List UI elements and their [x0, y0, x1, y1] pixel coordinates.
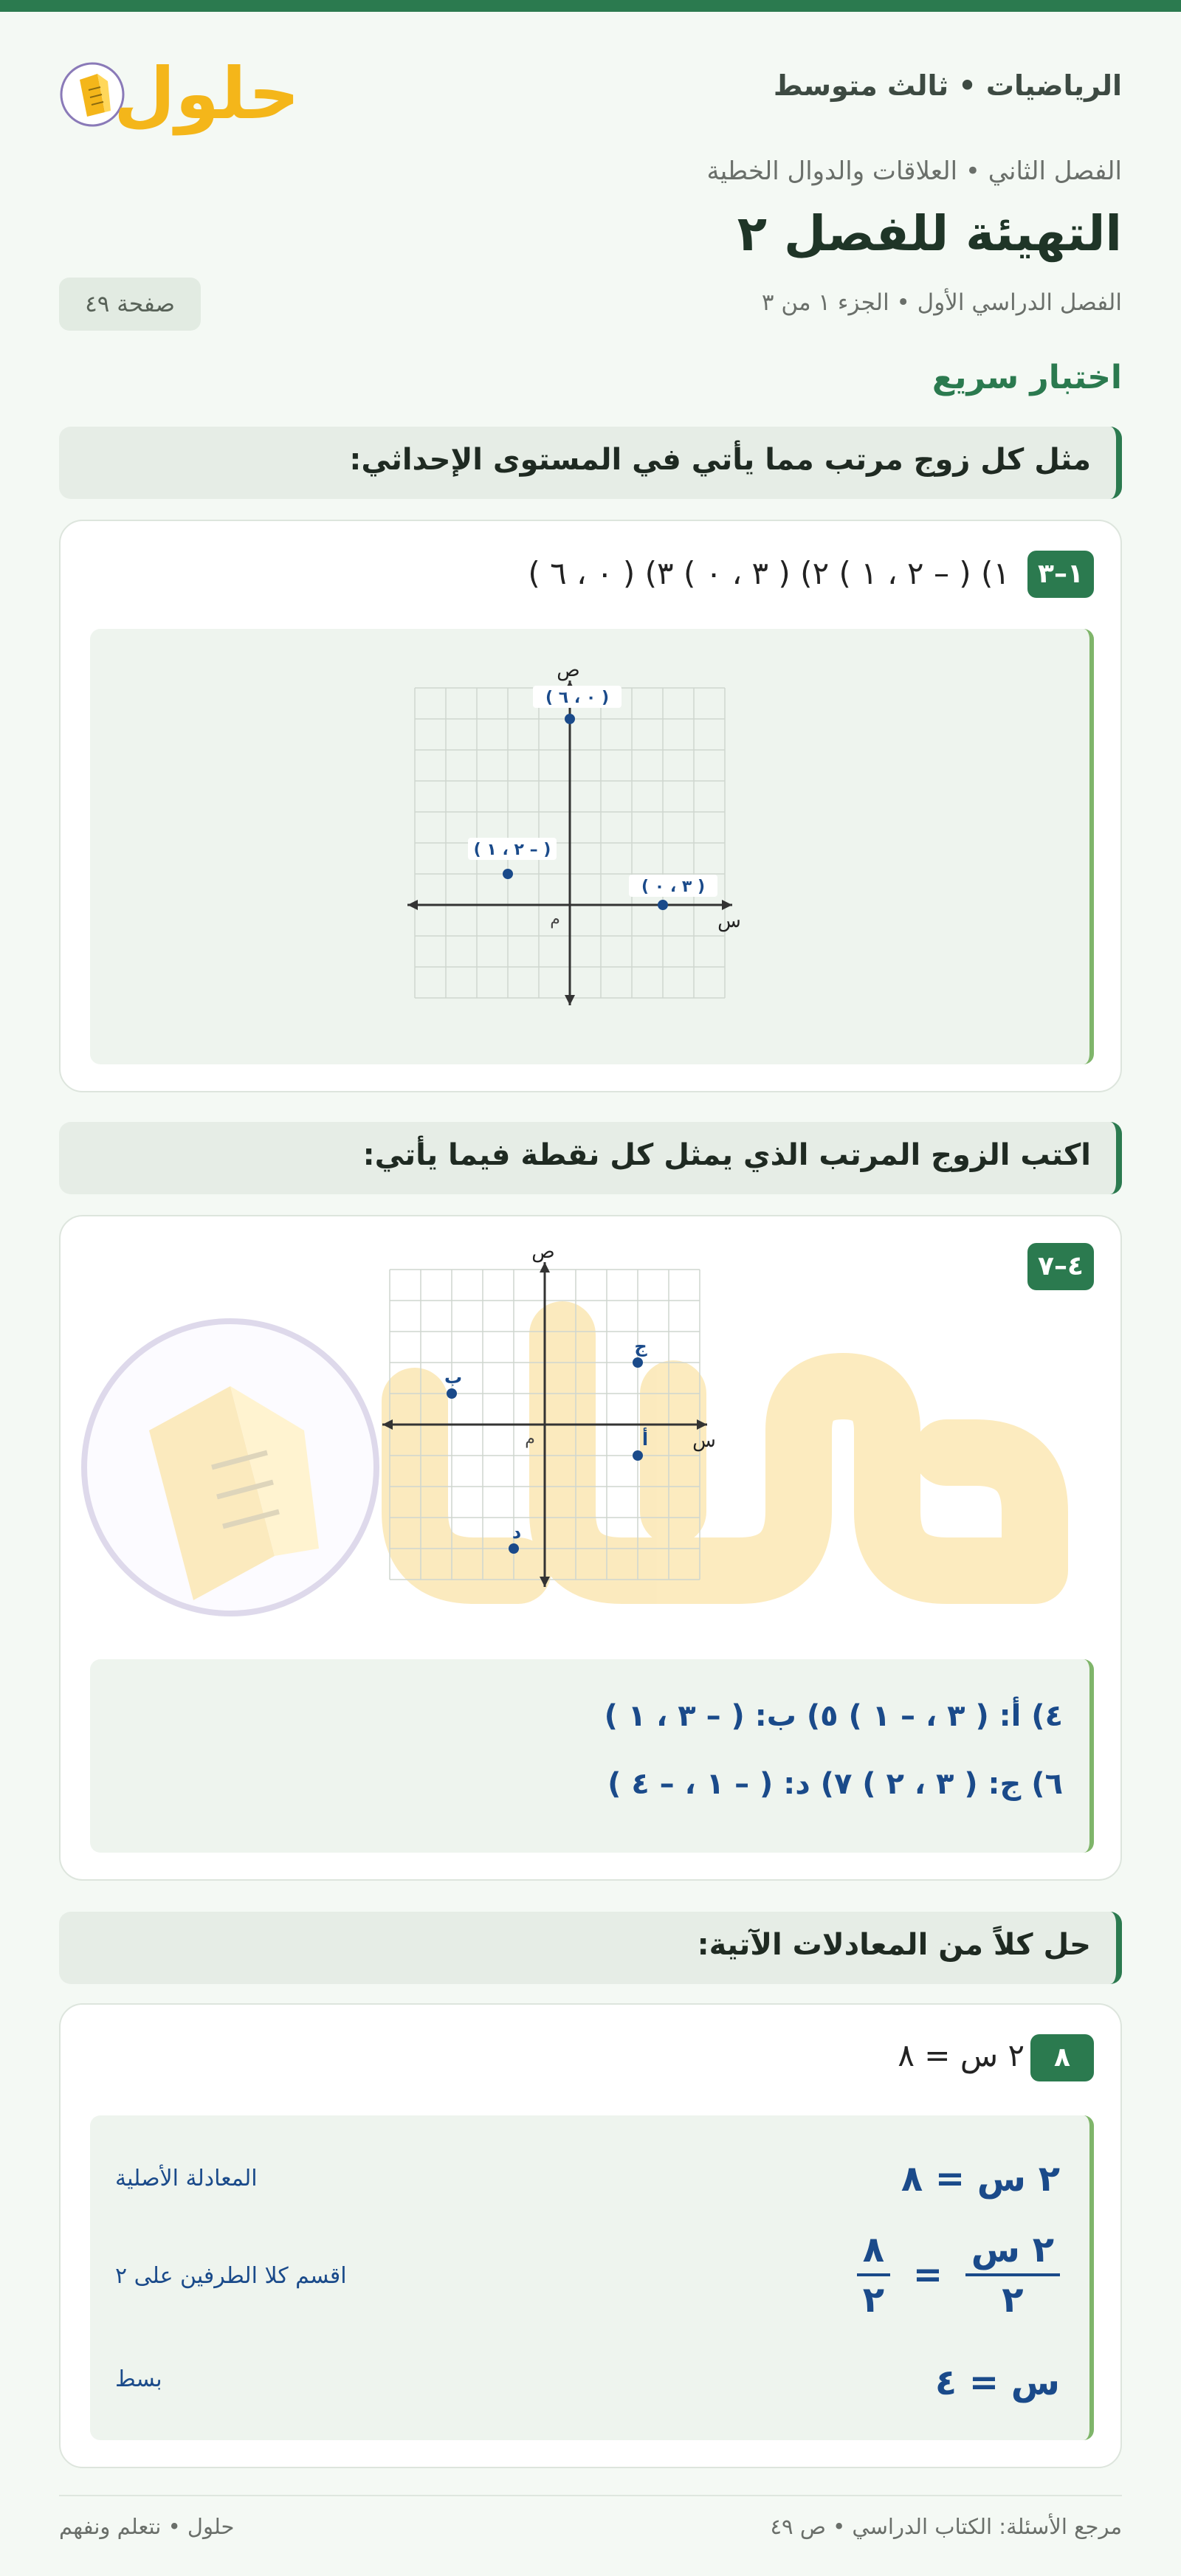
question-card-1 — [59, 520, 1122, 1092]
answer-box-graph-1 — [90, 629, 1094, 1064]
question-number-badge: ٤–٧ — [1027, 1243, 1094, 1290]
step-note-3: بسط — [115, 2366, 162, 2392]
subject-label: الرياضيات • ثالث متوسط — [773, 69, 1122, 102]
x-arrow-left — [382, 1419, 393, 1430]
fraction-rhs — [857, 2226, 890, 2324]
y-axis-label: ص — [531, 1241, 555, 1263]
page-number-badge: صفحة ٤٩ — [59, 278, 201, 331]
coordinate-plane-1 — [415, 661, 762, 1023]
origin-label: م — [525, 1430, 535, 1448]
fraction-denominator: ٢ — [1002, 2279, 1024, 2321]
coordinate-plane-2 — [381, 1241, 750, 1600]
answer-box-2 — [90, 1659, 1094, 1853]
instruction-text-3: حل كلاً من المعادلات الآتية: — [697, 1928, 1091, 1962]
point-label: أ — [641, 1429, 649, 1450]
point-label: ( ٣ ، ٠ ) — [641, 878, 705, 896]
x-arrow-right — [697, 1419, 707, 1430]
chapter-label: الفصل الثاني • العلاقات والدوال الخطية — [706, 156, 1122, 186]
instruction-banner-2 — [59, 1122, 1122, 1194]
fraction-numerator: ٢ س — [965, 2226, 1060, 2276]
step-note-1: المعادلة الأصلية — [115, 2166, 258, 2191]
answer-line-1: ٤) أ: ( ٣ ، – ١ ) ٥) ب: ( – ٣ ، ١ ) — [604, 1699, 1063, 1733]
origin-label: م — [550, 910, 560, 929]
plot-point — [503, 869, 513, 879]
x-arrow-left — [407, 900, 418, 910]
logo-wordmark: حلول — [114, 52, 300, 135]
footer-divider — [59, 2495, 1122, 2496]
y-axis-label: ص — [557, 659, 580, 681]
solution-step-2 — [857, 2226, 1060, 2324]
question-equation: ٢ س = ٨ — [898, 2037, 1025, 2073]
plot-point — [565, 714, 575, 724]
footer-brand: حلول • نتعلم ونفهم — [59, 2514, 235, 2539]
instruction-text-2: اكتب الزوج المرتب الذي يمثل كل نقطة فيما يأتي: — [362, 1138, 1091, 1172]
page-title: التهيئة للفصل ٢ — [737, 205, 1122, 262]
y-arrow-up — [540, 1262, 550, 1272]
footer-reference: مرجع الأسئلة: الكتاب الدراسي • ص ٤٩ — [770, 2514, 1122, 2539]
fraction-numerator: ٨ — [857, 2226, 890, 2276]
step-note-2: اقسم كلا الطرفين على ٢ — [115, 2263, 347, 2289]
point-label: د — [512, 1522, 522, 1543]
term-meta: الفصل الدراسي الأول • الجزء ١ من ٣ — [761, 289, 1122, 316]
section-heading: اختبار سريع — [932, 359, 1122, 396]
point-label: ( – ٢ ، ١ ) — [473, 841, 551, 859]
answer-line-2: ٦) ج: ( ٣ ، ٢ ) ٧) د: ( – ١ ، – ٤ ) — [607, 1767, 1063, 1801]
point-label: ج — [634, 1336, 647, 1357]
equals-sign: = — [912, 2254, 943, 2296]
point-label: ( ٠ ، ٦ ) — [545, 689, 609, 707]
instruction-banner-3 — [59, 1912, 1122, 1984]
instruction-banner-1 — [59, 427, 1122, 499]
question-number-badge: ١–٣ — [1027, 551, 1094, 598]
top-accent-bar — [0, 0, 1181, 12]
solution-step-1: ٢ س = ٨ — [901, 2158, 1060, 2200]
x-axis-label: س — [692, 1430, 716, 1452]
instruction-text-1: مثل كل زوج مرتب مما يأتي في المستوى الإحداثي: — [349, 443, 1091, 477]
logo-icon — [59, 44, 300, 140]
question-card-2 — [59, 1215, 1122, 1881]
plot-point — [633, 1357, 643, 1368]
fraction-denominator: ٢ — [862, 2279, 885, 2321]
solution-step-3: س = ٤ — [934, 2362, 1060, 2403]
hulul-logo[interactable] — [59, 44, 300, 140]
plot-point — [633, 1450, 643, 1461]
plot-point — [658, 900, 668, 910]
solution-box — [90, 2115, 1094, 2440]
x-axis-label: س — [717, 910, 741, 932]
plot-point — [447, 1388, 457, 1399]
plot-point — [509, 1543, 519, 1554]
header — [59, 44, 1122, 140]
question-card-3 — [59, 2003, 1122, 2468]
point-label: ب — [444, 1367, 463, 1388]
fraction-lhs — [965, 2226, 1060, 2324]
x-arrow-right — [722, 900, 732, 910]
question-text: ١) ( – ٢ ، ١ ) ٢) ( ٣ ، ٠ ) ٣) ( ٠ ، ٦ ) — [528, 555, 1010, 591]
title-block — [59, 156, 1122, 341]
question-number-badge: ٨ — [1030, 2034, 1094, 2081]
